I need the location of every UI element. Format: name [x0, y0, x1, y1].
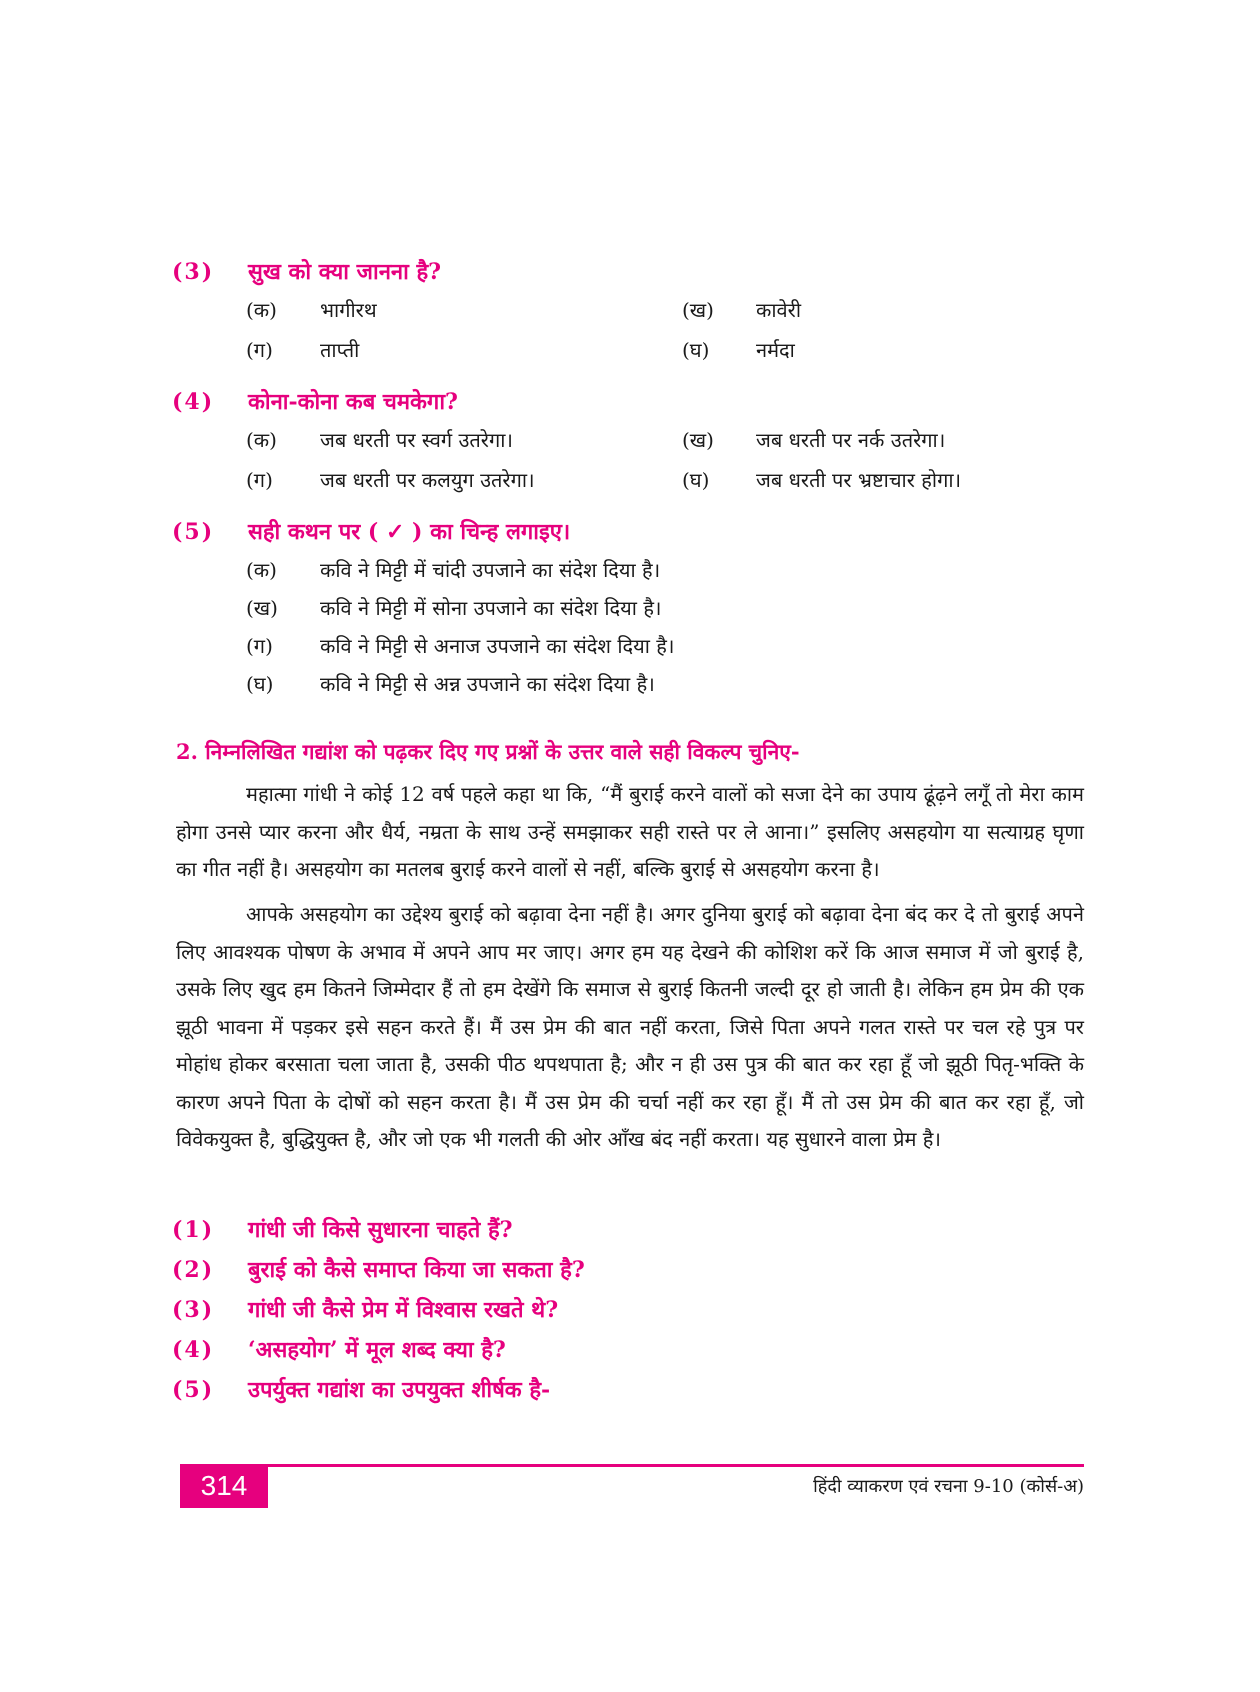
question-text: कोना-कोना कब चमकेगा? — [248, 389, 458, 415]
question-number: (5) — [172, 519, 215, 545]
option-kha: (ख) कवि ने मिट्टी में सोना उपजाने का संदेश दिया है। — [246, 596, 662, 620]
question-text: सही कथन पर ( ✓ ) का चिन्ह लगाइए। — [248, 519, 571, 545]
option-ga: (ग) जब धरती पर कलयुग उतरेगा। — [246, 468, 535, 492]
question-4 — [172, 386, 458, 416]
option-gha: (घ) नर्मदा — [682, 338, 795, 362]
option-ga: (ग) कवि ने मिट्टी से अनाज उपजाने का संदेश दिया है। — [246, 634, 675, 658]
option-kha: (ख) कावेरी — [682, 298, 802, 322]
book-title: हिंदी व्याकरण एवं रचना 9-10 (कोर्स-अ) — [813, 1476, 1084, 1497]
question-text: सुख को क्या जानना है? — [248, 259, 442, 285]
option-ka: (क) भागीरथ — [246, 298, 377, 322]
option-kha: (ख) जब धरती पर नर्क उतरेगा। — [682, 428, 946, 452]
passage-question-5: (5) उपर्युक्त गद्यांश का उपयुक्त शीर्षक है- — [172, 1377, 551, 1403]
option-ga: (ग) ताप्ती — [246, 338, 360, 362]
passage-paragraph-2: आपके असहयोग का उद्देश्य बुराई को बढ़ावा देना नहीं है। अगर दुनिया बुराई को बढ़ावा देना बंद कर दे तो बुराई अपने लिए आवश्यक पोषण के अभाव में अपने आप मर जाए। अगर हम यह देखने की कोशिश करें कि आज समाज में जो बुराई है, उसके लिए खुद हम कितने जिम्मेदार हैं तो हम देखेंगे कि समाज से बुराई कितनी जल्दी दूर हो जाती है। लेकिन हम प्रेम की एक झूठी भावना में पड़कर इसे सहन करते हैं। मैं उस प्रेम की बात नहीं करता, जिसे पिता अपने गलत रास्ते पर चल रहे पुत्र पर मोहांध होकर बरसाता चला जाता है, उसकी पीठ थपथपाता है; और न ही उस पुत्र की बात कर रहा हूँ जो झूठी पितृ-भक्ति के कारण अपने पिता के दोषों को सहन करता है। मैं उस प्रेम की चर्चा नहीं कर रहा हूँ। मैं तो उस प्रेम की बात कर रहा हूँ, जो विवेकयुक्त है, बुद्धियुक्त है, और जो एक भी गलती की ओर आँख बंद नहीं करता। यह सुधारने वाला प्रेम है। — [176, 902, 1084, 1151]
question-number: (3) — [172, 259, 215, 285]
option-ka: (क) जब धरती पर स्वर्ग उतरेगा। — [246, 428, 514, 452]
option-gha: (घ) जब धरती पर भ्रष्टाचार होगा। — [682, 468, 962, 492]
passage-question-2: (2) बुराई को कैसे समाप्त किया जा सकता है? — [172, 1257, 585, 1283]
question-number: (4) — [172, 389, 215, 415]
passage-paragraph-1: महात्मा गांधी ने कोई 12 वर्ष पहले कहा था कि, “मैं बुराई करने वालों को सजा देने का उपाय ढूंढ़ने लगूँ तो मेरा काम होगा उनसे प्यार करना और धैर्य, नम्रता के साथ उन्हें समझाकर सही रास्ते पर ले आना।” इसलिए असहयोग या सत्याग्रह घृणा का गीत नहीं है। असहयोग का मतलब बुराई करने वालों से नहीं, बल्कि बुराई से असहयोग करना है। — [176, 782, 1084, 881]
question-3 — [172, 256, 441, 286]
question-5 — [172, 516, 570, 546]
footer-divider — [180, 1464, 1084, 1467]
option-gha: (घ) कवि ने मिट्टी से अन्न उपजाने का संदेश दिया है। — [246, 672, 655, 696]
option-ka: (क) कवि ने मिट्टी में चांदी उपजाने का संदेश दिया है। — [246, 558, 661, 582]
passage-question-3: (3) गांधी जी कैसे प्रेम में विश्वास रखते थे? — [172, 1297, 559, 1323]
page-number: 314 — [180, 1464, 268, 1508]
passage-question-1: (1) गांधी जी किसे सुधारना चाहते हैं? — [172, 1217, 513, 1243]
section-title: 2. निम्नलिखित गद्यांश को पढ़कर दिए गए प्रश्नों के उत्तर वाले सही विकल्प चुनिए- — [176, 739, 800, 764]
passage-question-4: (4) ‘असहयोग’ में मूल शब्द क्या है? — [172, 1337, 506, 1363]
